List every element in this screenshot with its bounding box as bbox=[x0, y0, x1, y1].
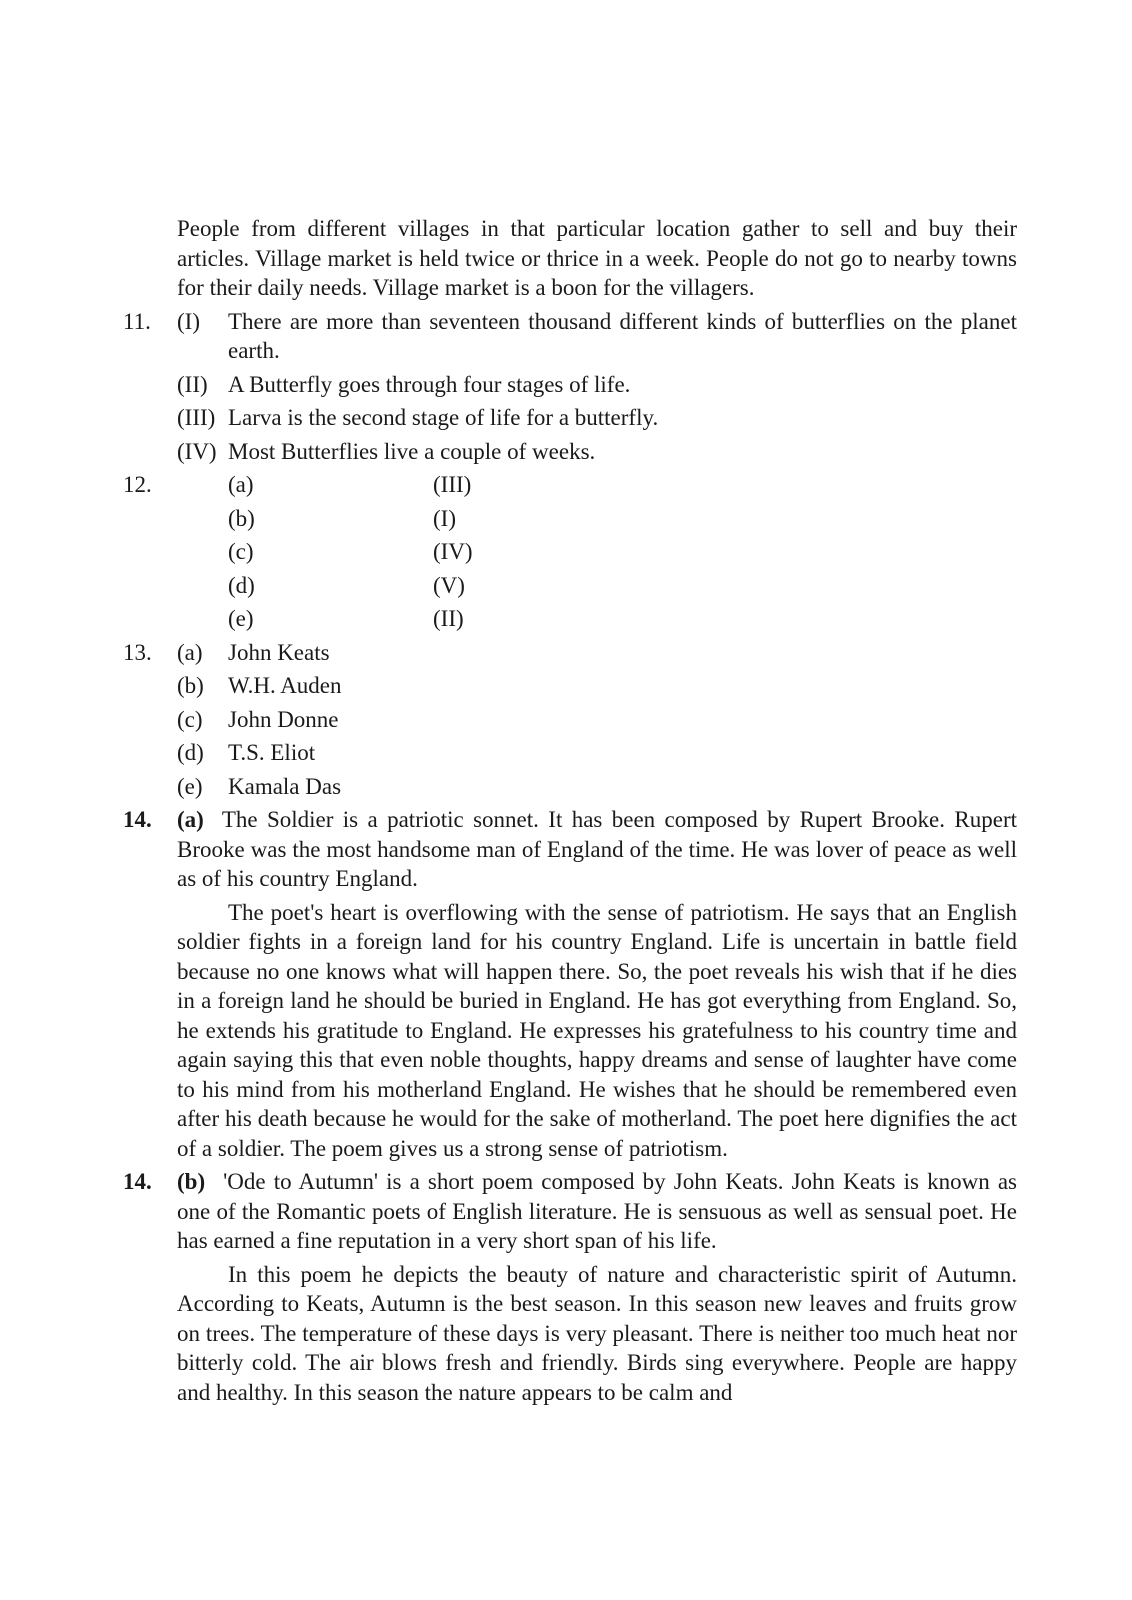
answer-item bbox=[177, 705, 1017, 735]
match-row bbox=[0, 504, 1132, 538]
answer-item bbox=[177, 638, 1017, 668]
match-left: (c) bbox=[228, 539, 254, 564]
question-number: 12. bbox=[123, 472, 152, 497]
intro-paragraph: People from different villages in that particular location gather to sell and buy their articles. Village market is held twice or thrice in a week. People do not go to nearby towns for their daily needs. Village market is a boon for the villagers. bbox=[177, 216, 1017, 300]
match-left: (d) bbox=[228, 572, 255, 598]
match-left: (b) bbox=[228, 505, 255, 531]
question-number: 11. bbox=[123, 308, 151, 334]
answer-text: Kamala Das bbox=[228, 773, 342, 799]
answer-text: W.H. Auden bbox=[228, 673, 342, 698]
answer-text: The Soldier is a patriotic sonnet. It has been composed by Rupert Brooke. Rupert Brooke was the most handsome man of England of the time. He was lover of peace as well as of his country England. bbox=[177, 807, 1017, 891]
match-row bbox=[0, 470, 1132, 504]
answer-label: (a) bbox=[177, 807, 204, 832]
answer-label: (IV) bbox=[177, 438, 217, 464]
answer-paragraph bbox=[177, 1167, 1017, 1256]
match-left: (a) bbox=[228, 472, 254, 497]
answer-label: (b) bbox=[177, 1169, 206, 1194]
question-number: 13. bbox=[123, 639, 152, 665]
answer-text: John Donne bbox=[228, 706, 339, 732]
question-14b bbox=[0, 1167, 1132, 1407]
answer-text: John Keats bbox=[228, 639, 330, 665]
question-13 bbox=[0, 638, 1132, 802]
answer-label: (e) bbox=[177, 773, 203, 799]
answer-paragraph: In this poem he depicts the beauty of nature and characteristic spirit of Autumn. According to Keats, Autumn is the best season. In this season new leaves and fruits grow on trees. The temperature of these days is very pleasant. There is neither too much heat nor bitterly cold. The air blows fresh and friendly. Birds sing everywhere. People are happy and healthy. In this season the nature appears to be calm and bbox=[177, 1261, 1017, 1405]
match-right: (I) bbox=[433, 505, 456, 531]
answer-label: (c) bbox=[177, 706, 203, 732]
match-left: (e) bbox=[228, 606, 254, 631]
answer-text: 'Ode to Autumn' is a short poem composed by John Keats. John Keats is known as one of the Romantic poets of English literature. He is sensuous as well as sensual poet. He has earned a fine reputation in a very short span of his life. bbox=[177, 1169, 1017, 1253]
match-row bbox=[0, 604, 1132, 638]
answer-label: (b) bbox=[177, 673, 204, 698]
answer-label: (a) bbox=[177, 639, 203, 665]
answer-item bbox=[177, 307, 1017, 366]
answer-text: Most Butterflies live a couple of weeks. bbox=[228, 438, 596, 464]
answer-text: T.S. Eliot bbox=[228, 740, 316, 765]
answer-label: (II) bbox=[177, 371, 208, 397]
question-number: 14. bbox=[123, 807, 152, 832]
content bbox=[0, 214, 1132, 1411]
answer-label: (I) bbox=[177, 308, 200, 334]
answer-label: (d) bbox=[177, 740, 204, 765]
answer-label: (III) bbox=[177, 405, 216, 430]
answer-item bbox=[177, 370, 1017, 400]
answer-paragraph bbox=[177, 805, 1017, 894]
answer-text: A Butterfly goes through four stages of life. bbox=[228, 371, 631, 397]
answer-item bbox=[177, 437, 1017, 467]
answer-item bbox=[177, 671, 1017, 701]
answer-item bbox=[177, 403, 1017, 433]
match-row bbox=[0, 571, 1132, 605]
answer-paragraph: The poet's heart is overflowing with the sense of patriotism. He says that an English soldier fights in a foreign land for his country England. Life is uncertain in battle field because no one knows what will happen there. So, the poet reveals his wish that if he dies in a foreign land he should be buried in England. He has got everything from England. So, he extends his gratitude to England. He expresses his gratefulness to his country time and again saying this that even noble thoughts, happy dreams and sense of laughter have come to his mind from his motherland England. He wishes that he should be remembered even after his death because he would for the sake of motherland. The poet here dignifies the act of a soldier. The poem gives us a strong sense of patriotism. bbox=[177, 899, 1017, 1161]
question-number: 14. bbox=[123, 1169, 152, 1194]
match-row bbox=[0, 537, 1132, 571]
match-right: (IV) bbox=[433, 539, 473, 564]
question-12 bbox=[0, 470, 1132, 638]
answer-item bbox=[177, 738, 1017, 768]
question-14a bbox=[0, 805, 1132, 1163]
question-11 bbox=[0, 307, 1132, 467]
match-right: (III) bbox=[433, 472, 472, 497]
answer-text: Larva is the second stage of life for a butterfly. bbox=[228, 405, 659, 430]
match-right: (II) bbox=[433, 606, 464, 631]
answer-text: There are more than seventeen thousand different kinds of butterflies on the planet earth. bbox=[228, 308, 1017, 363]
match-right: (V) bbox=[433, 572, 465, 598]
answer-item bbox=[177, 772, 1017, 802]
